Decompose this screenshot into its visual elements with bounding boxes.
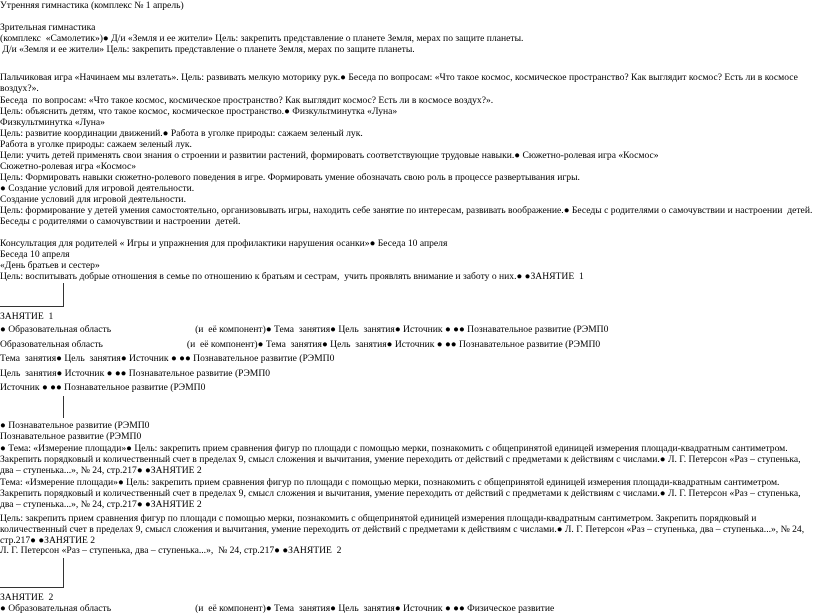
line-siblings-day: «День братьев и сестер»: [0, 260, 100, 271]
line-cognitive: Познавательное развитие (РЭМП0: [0, 431, 142, 442]
line-goal-independence: Цель: формирование у детей умения самостоятельно, организовывать игры, находить себе занятие по интересам, развивать воображение.● Беседы с родителями о самочувствии и настроении детей.: [0, 205, 813, 216]
line-goal-space: Цель: объяснить детям, что такое космос, космическое пространство.● Физкультминутка «Луна»: [0, 106, 398, 117]
table-border-horizontal: [0, 587, 64, 588]
line-lesson-source: Источник ● ●● Познавательное развитие (РЭМП0: [0, 382, 206, 393]
line-finger-game: Пальчиковая игра «Начинаем мы взлетать». Цель: развивать мелкую моторику рук.● Беседа по вопросам: «Что такое космос, космическое пространство? Как выглядит космос? Есть ли в космосе воздух?».: [0, 72, 798, 95]
line-didactic-game: Д/и «Земля и ее жители» Цель: закрепить представление о планете Земля, мерах по защите планеты.: [0, 44, 415, 55]
line-edu-area-physical: ● Образовательная область (и её компонент)● Тема занятия● Цель занятия● Источник ● ●● Физическое развитие: [0, 603, 555, 614]
table-border-vertical: [63, 283, 64, 307]
line-conversation: Беседа по вопросам: «Что такое космос, космическое пространство? Как выглядит космос? Есть ли в космосе воздух?».: [0, 95, 494, 106]
line-parents-consultation: Консультация для родителей « Игры и упражнения для профилактики нарушения осанки»● Беседа 10 апреля: [0, 238, 448, 249]
line-lesson-2: ЗАНЯТИЕ 2: [0, 592, 54, 603]
line-role-play: Сюжетно-ролевая игра «Космос»: [0, 161, 137, 172]
line-parents-talk: Беседы с родителями о самочувствии и настроении детей.: [0, 216, 241, 227]
line-complex-samoletik: (комплекс «Самолетик»)● Д/и «Земля и ее жители» Цель: закрепить представление о планете Земля, мерах по защите планеты.: [0, 33, 524, 44]
line-topic-area-bullet: ● Тема: «Измерение площади»● Цель: закрепить прием сравнения фигур по площади с помощью мерки, познакомить с общепринятой единицей измерения площади-квадратным сантиметром. Закрепить порядковый и количественный счет в пределах 9, смысл сложения и вычитания, умение переходить от действий с предметами к действиям с числами.● Л. Г. Петерсон «Раз – ступенька, два – ступенька...», № 24, стр.217● ●ЗАНЯТИЕ 2: [0, 443, 801, 477]
line-edu-area-bullet: ● Образовательная область (и её компонент)● Тема занятия● Цель занятия● Источник ● ●● Познавательное развитие (РЭМП0: [0, 324, 609, 335]
line-morning-exercise: Утренняя гимнастика (комплекс № 1 апрель): [0, 0, 184, 11]
line-goal-role-play: Цель: Формировать навыки сюжетно-ролевого поведения в игре. Формировать умение обозначать свою роль в процессе развертывания игры.: [0, 172, 580, 183]
table-border-vertical: [63, 396, 64, 418]
line-goal-plants: Цели: учить детей применять свои знания о строении и развитии растений, формировать соответствующие трудовые навыки.● Сюжетно-ролевая игра «Космос»: [0, 150, 659, 161]
line-cognitive-bullet: ● Познавательное развитие (РЭМП0: [0, 420, 150, 431]
line-nature-corner: Работа в уголке природы: сажаем зеленый лук.: [0, 139, 192, 150]
line-source-peterson: Л. Г. Петерсон «Раз – ступенька, два – ступенька...», № 24, стр.217● ●ЗАНЯТИЕ 2: [0, 545, 342, 556]
line-play-conditions-bullet: ● Создание условий для игровой деятельности.: [0, 183, 195, 194]
line-edu-area: Образовательная область (и её компонент)● Тема занятия● Цель занятия● Источник ● ●● Познавательное развитие (РЭМП0: [0, 339, 601, 350]
line-lesson-1: ЗАНЯТИЕ 1: [0, 311, 54, 322]
line-topic-area: Тема: «Измерение площади»● Цель: закрепить прием сравнения фигур по площади с помощью мерки, познакомить с общепринятой единицей измерения площади-квадратным сантиметром. Закрепить порядковый и количественный счет в пределах 9, смысл сложения и вычитания, умение переходить от действий с предметами к действиям с числами.● Л. Г. Петерсон «Раз – ступенька, два – ступенька...», № 24, стр.217● ●ЗАНЯТИЕ 2: [0, 477, 801, 511]
line-lesson-topic: Тема занятия● Цель занятия● Источник ● ●● Познавательное развитие (РЭМП0: [0, 353, 335, 364]
line-eye-gymnastics: Зрительная гимнастика: [0, 22, 96, 33]
line-play-conditions: Создание условий для игровой деятельности.: [0, 194, 186, 205]
line-phys-minute: Физкультминутка «Луна»: [0, 117, 105, 128]
line-lesson-goal: Цель занятия● Источник ● ●● Познавательное развитие (РЭМП0: [0, 368, 271, 379]
line-goal-area: Цель: закрепить прием сравнения фигур по площади с помощью мерки, познакомить с общепринятой единицей измерения площади-квадратным сантиметром. Закрепить порядковый и количественный счет в пределах 9, смысл сложения и вычитания, умение переходить от действий с предметами к действиям с числами.● Л. Г. Петерсон «Раз – ступенька, два – ступенька...», № 24, стр.217● ●ЗАНЯТИЕ 2: [0, 513, 805, 547]
line-goal-coordination: Цель: развитие координации движений.● Работа в уголке природы: сажаем зеленый лук.: [0, 128, 363, 139]
table-border-vertical: [63, 558, 64, 588]
line-conversation-april: Беседа 10 апреля: [0, 249, 70, 260]
table-border-horizontal: [0, 306, 64, 307]
line-goal-family: Цель: воспитывать добрые отношения в семье по отношению к братьям и сестрам, учить проявлять внимание и заботу о них.● ●ЗАНЯТИЕ 1: [0, 271, 584, 282]
